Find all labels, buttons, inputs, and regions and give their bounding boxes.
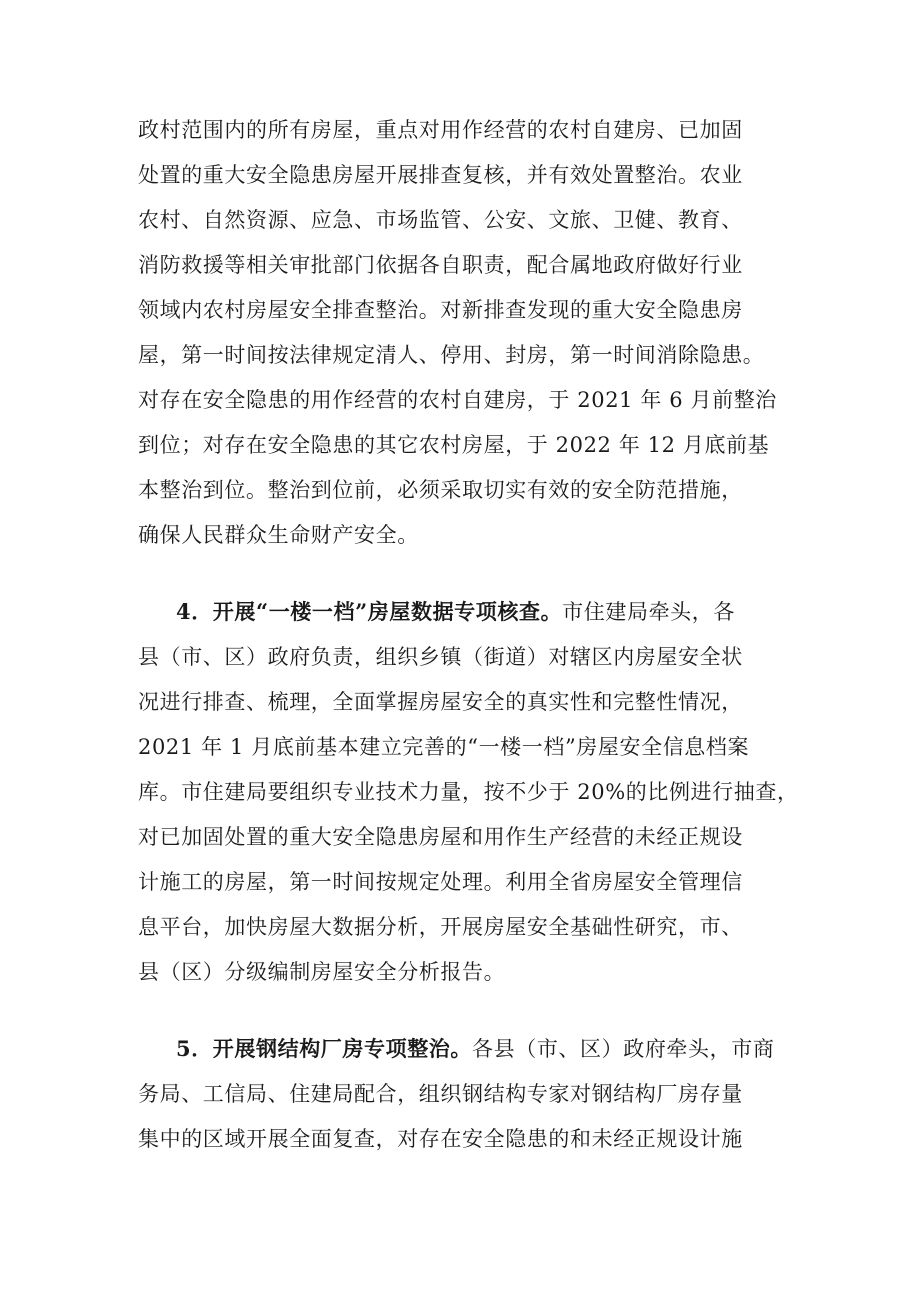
item4-heading: 4．开展“一楼一档”房屋数据专项核查。	[176, 599, 563, 624]
paragraph-line: 对存在安全隐患的用作经营的农村自建房，于 2021 年 6 月前整治	[138, 388, 777, 412]
paragraph-line: 对已加固处置的重大安全隐患房屋和用作生产经营的未经正规设	[138, 825, 743, 849]
item5-first-line-text: 各县（市、区）政府牵头，市商	[472, 1037, 775, 1061]
paragraph-line: 本整治到位。整治到位前，必须采取切实有效的安全防范措施，	[138, 478, 743, 502]
paragraph-line: 2021 年 1 月底前基本建立完善的“一楼一档”房屋安全信息档案	[138, 735, 750, 759]
paragraph-line: 计施工的房屋，第一时间按规定处理。利用全省房屋安全管理信	[138, 870, 743, 894]
paragraph-line: 屋，第一时间按法律规定清人、停用、封房，第一时间消除隐患。	[138, 343, 765, 367]
paragraph-line: 县（市、区）政府负责，组织乡镇（街道）对辖区内房屋安全状	[138, 645, 743, 669]
paragraph-line: 政村范围内的所有房屋，重点对用作经营的农村自建房、已加固	[138, 118, 743, 142]
paragraph-line: 况进行排查、梳理，全面掌握房屋安全的真实性和完整性情况，	[138, 690, 743, 714]
item5-first-line	[176, 1034, 836, 1064]
item4-first-line	[176, 597, 836, 627]
paragraph-line: 务局、工信局、住建局配合，组织钢结构专家对钢结构厂房存量	[138, 1082, 743, 1106]
paragraph-line: 确保人民群众生命财产安全。	[138, 523, 419, 547]
paragraph-line: 库。市住建局要组织专业技术力量，按不少于 20%的比例进行抽查，	[138, 780, 799, 804]
paragraph-line: 县（区）分级编制房屋安全分析报告。	[138, 960, 506, 984]
paragraph-line: 集中的区域开展全面复查，对存在安全隐患的和未经正规设计施	[138, 1127, 743, 1151]
paragraph-line: 处置的重大安全隐患房屋开展排查复核，并有效处置整治。农业	[138, 163, 743, 187]
paragraph-line: 消防救援等相关审批部门依据各自职责，配合属地政府做好行业	[138, 253, 743, 277]
paragraph-line: 息平台，加快房屋大数据分析，开展房屋安全基础性研究，市、	[138, 915, 743, 939]
item5-heading: 5．开展钢结构厂房专项整治。	[176, 1036, 473, 1061]
paragraph-line: 到位；对存在安全隐患的其它农村房屋，于 2022 年 12 月底前基	[138, 433, 770, 457]
paragraph-line: 农村、自然资源、应急、市场监管、公安、文旅、卫健、教育、	[138, 208, 743, 232]
item4-first-line-text: 市住建局牵头，各	[562, 600, 735, 624]
paragraph-line: 领域内农村房屋安全排查整治。对新排查发现的重大安全隐患房	[138, 298, 743, 322]
